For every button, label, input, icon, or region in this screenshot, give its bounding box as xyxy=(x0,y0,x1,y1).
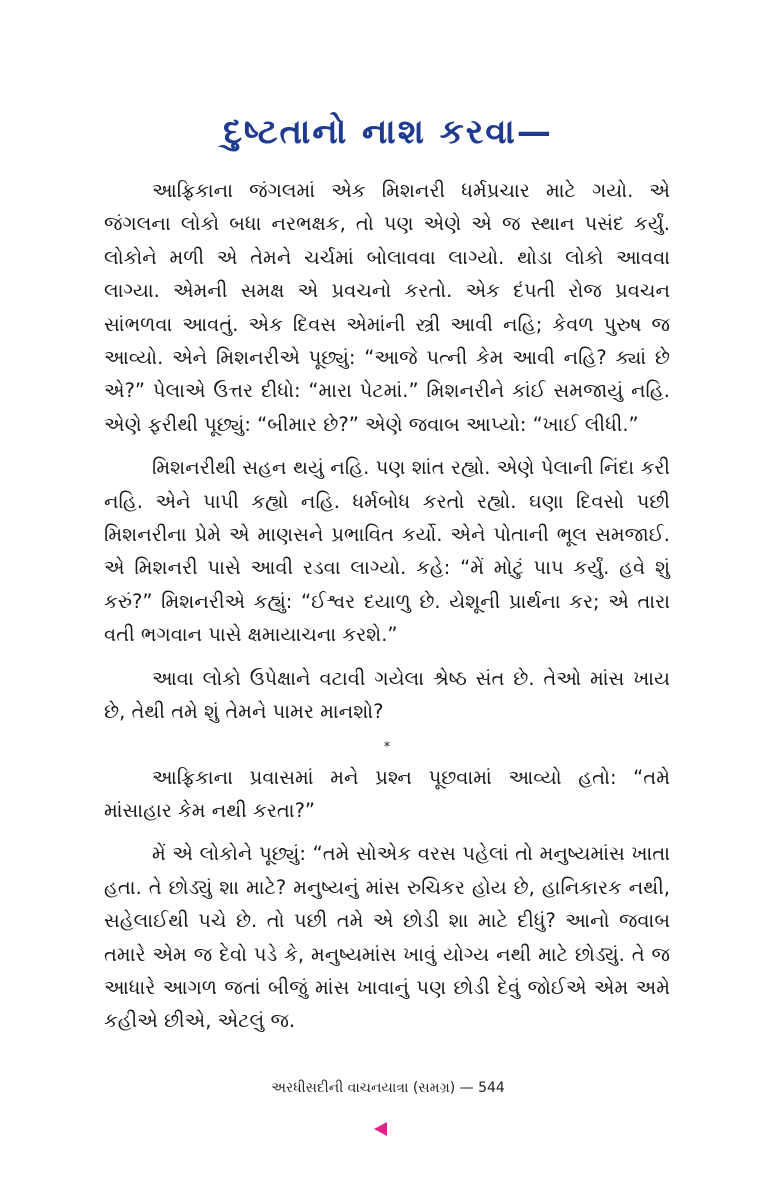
paragraph-5: મેં એ લોકોને પૂછ્યું: “તમે સોએક વરસ પહેલાં તો મનુષ્યમાંસ ખાતા હતા. તે છોડ્યું શા માટે? મનુષ્યનું માંસ રુચિકર હોય છે, હાનિકારક નથી, સહેલાઈથી પચે છે. તો પછી તમે એ છોડી શા માટે દીધું? આનો જવાબ તમારે એમ જ દેવો પડે કે, મનુષ્યમાંસ ખાવું યોગ્ય નથી માટે છોડ્યું. તે જ આધારે આગળ જતાં બીજું માંસ ખાવાનું પણ છોડી દેવું જોઈએ એમ અમે કહીએ છીએ, એટલું જ. xyxy=(104,842,670,1033)
triangle-left-icon[interactable] xyxy=(374,1122,387,1136)
paragraph-4: આફ્રિકાના પ્રવાસમાં મને પ્રશ્ન પૂછવામાં આવ્યો હતો: “તમે માંસાહાર કેમ નથી કરતા?” xyxy=(104,765,670,822)
paragraph-1: આફ્રિકાના જંગલમાં એક મિશનરી ધર્મપ્રચાર માટે ગયો. એ જંગલના લોકો બધા નરભક્ષક, તો પણ એણે એ જ સ્થાન પસંદ કર્યું. લોકોને મળી એ તેમને ચર્ચમાં બોલાવવા લાગ્યો. થોડા લોકો આવવા લાગ્યા. એમની સમક્ષ એ પ્રવચનો કરતો. એક દંપતી રોજ પ્રવચન સાંભળવા આવતું. એક દિવસ એમાંની સ્ત્રી આવી નહિ; કેવળ પુરુષ જ આવ્યો. એને મિશનરીએ પૂછ્યું: “આજે પત્ની કેમ આવી નહિ? ક્યાં છે એ?” પેલાએ ઉત્તર દીધો: “મારા પેટમાં.” મિશનરીને કાંઈ સમજાયું નહિ. એણે ફરીથી પૂછ્યું: “બીમાર છે?” એણે જવાબ આપ્યો: “ખાઈ લીધી.” xyxy=(104,179,670,436)
paragraph-2: મિશનરીથી સહન થયું નહિ. પણ શાંત રહ્યો. એણે પેલાની નિંદા કરી નહિ. એને પાપી કહ્યો નહિ. ધર્મબોધ કરતો રહ્યો. ઘણા દિવસો પછી મિશનરીના પ્રેમે એ માણસને પ્રભાવિત કર્યો. એને પોતાની ભૂલ સમજાઈ. એ મિશનરી પાસે આવી રડવા લાગ્યો. કહે: “મેં મોટું પાપ કર્યું. હવે શું કરું?” મિશનરીએ કહ્યું: “ઈશ્વર દયાળુ છે. યેશૂની પ્રાર્થના કર; એ તારા વતી ભગવાન પાસે ક્ષમાયાચના કરશે.” xyxy=(104,456,670,647)
page-title: દુષ્ટતાનો નાશ કરવા— xyxy=(223,112,553,152)
paragraph-3: આવા લોકો ઉપેક્ષાને વટાવી ગયેલા શ્રેષ્ઠ સંત છે. તેઓ માંસ ખાય છે, તેથી તમે શું તેમને પામર માનશો? xyxy=(104,666,670,724)
section-separator: * xyxy=(383,739,391,755)
article-body xyxy=(104,174,670,1048)
page-footer: અરધીસદીની વાચનયાત્રા (સમગ્ર) — 544 xyxy=(271,1080,505,1096)
